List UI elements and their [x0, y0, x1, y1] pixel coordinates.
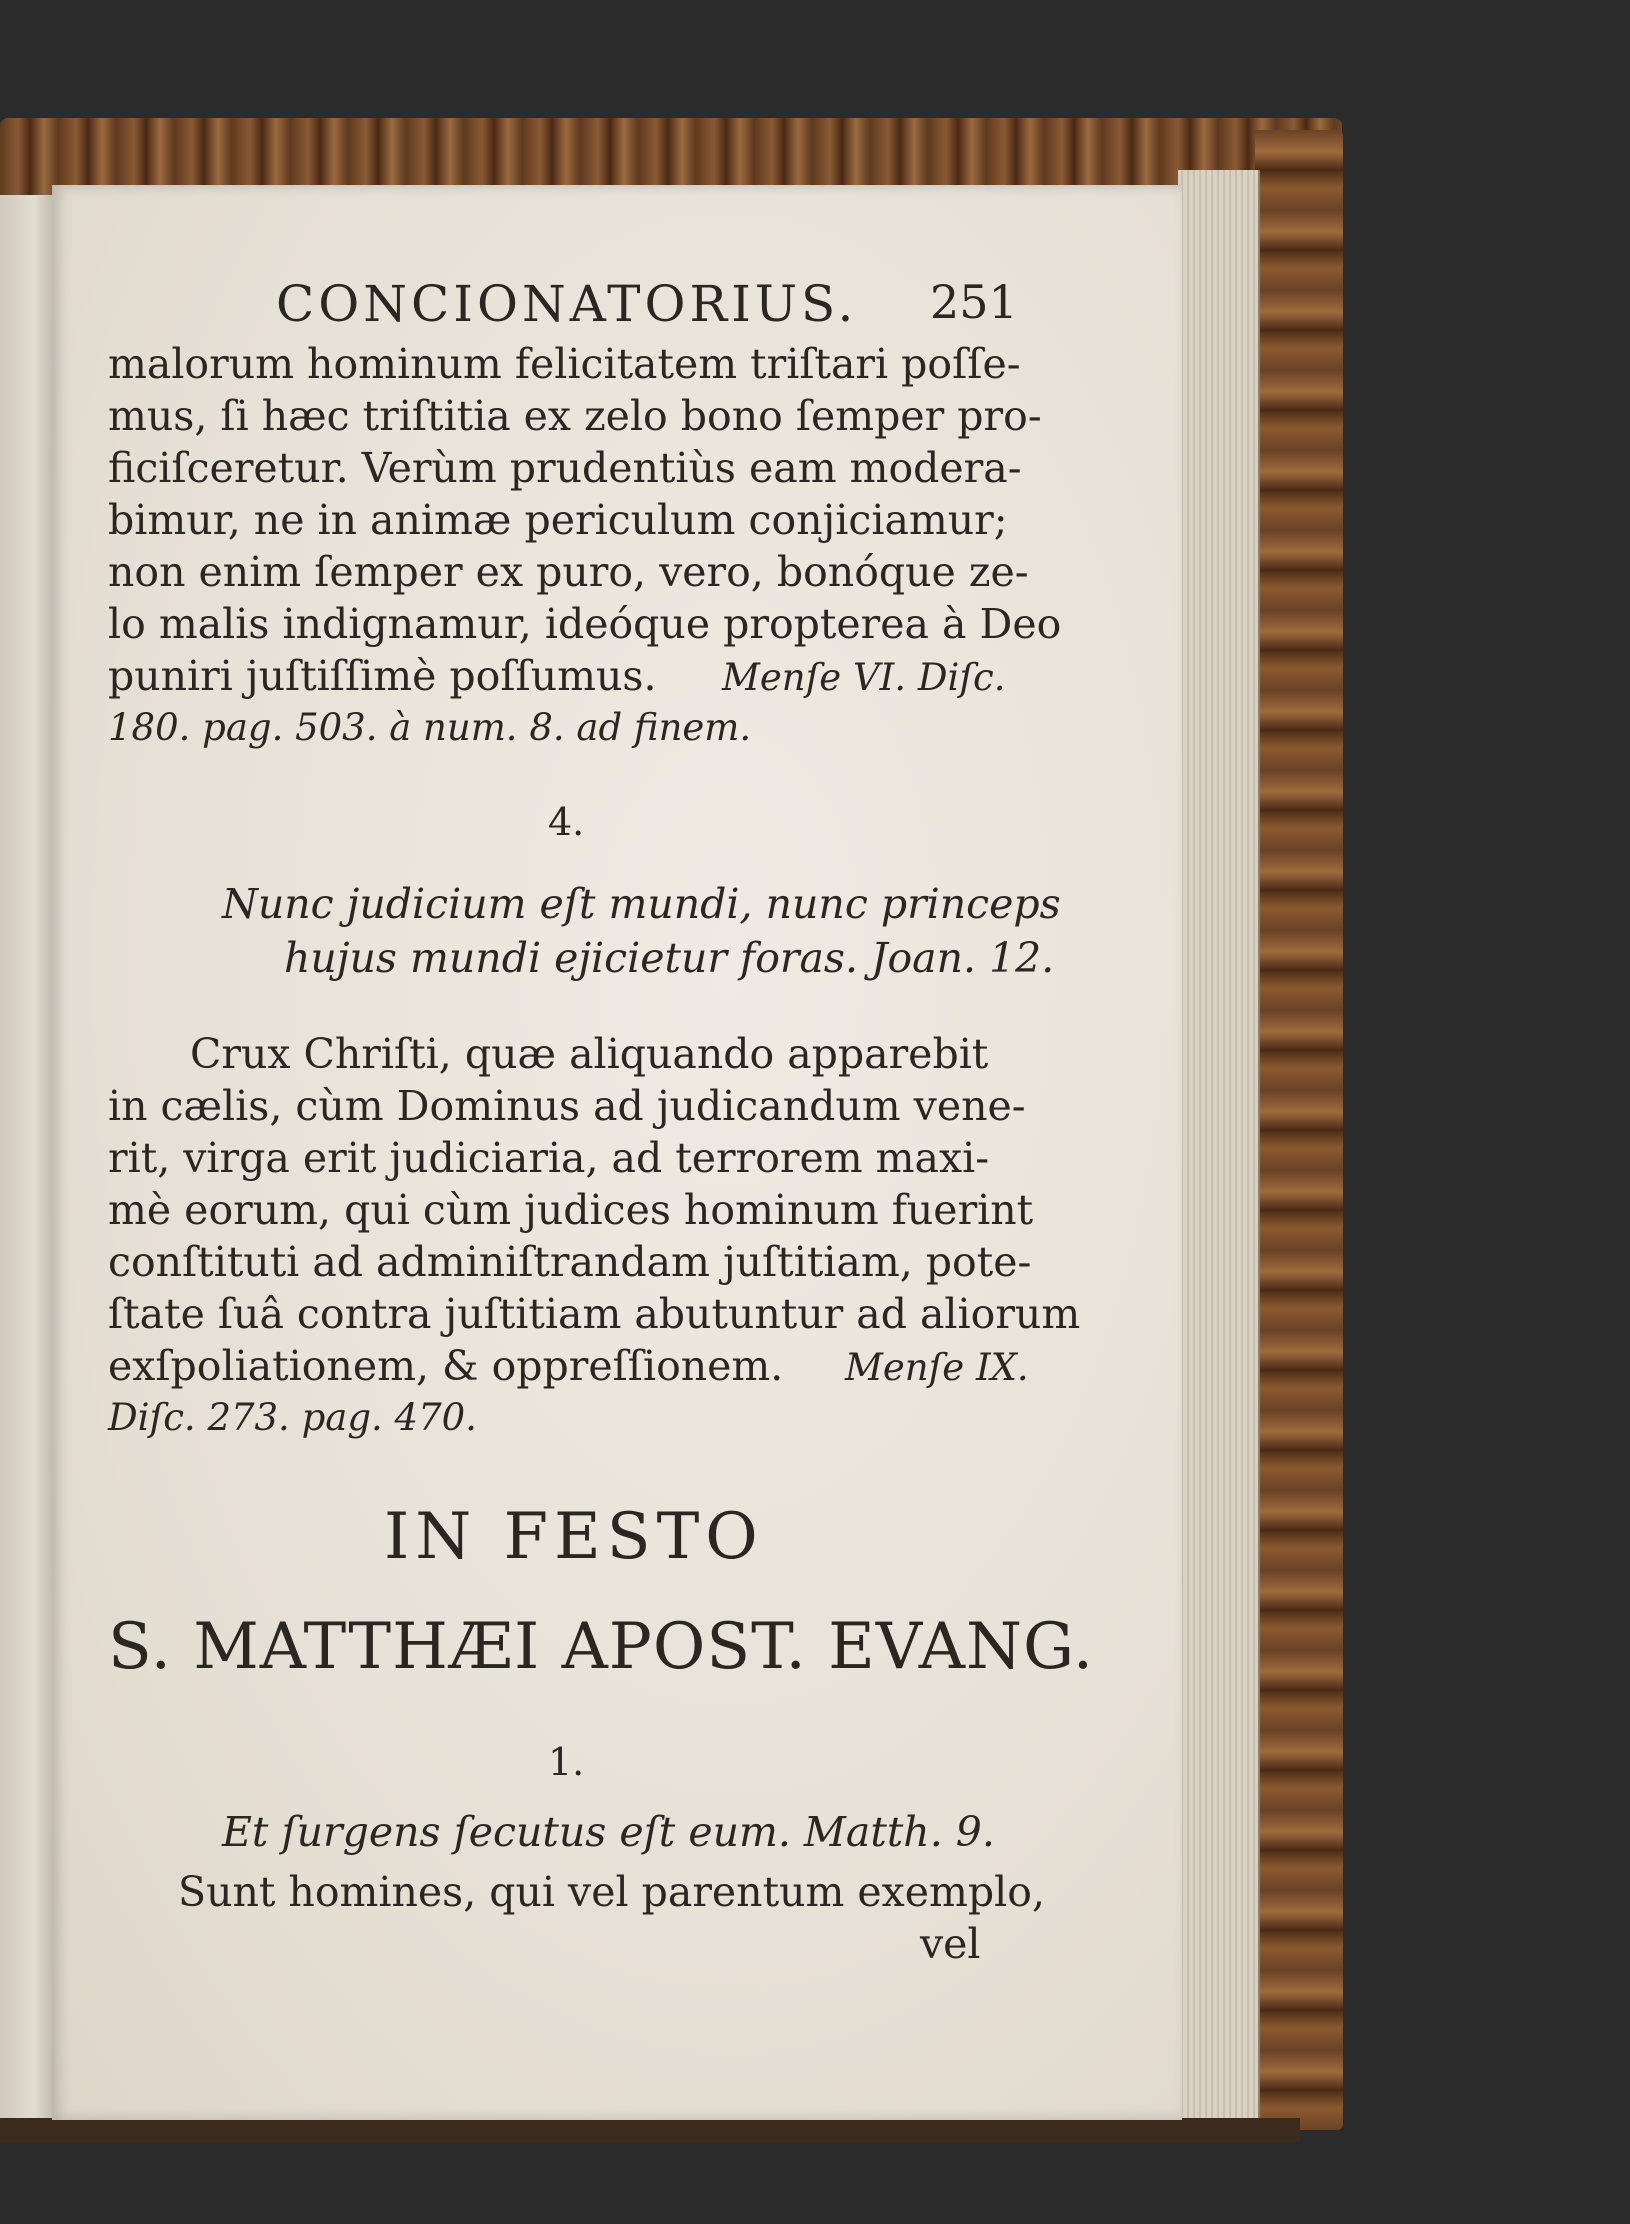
text-line: Crux Chriſti, quæ aliquando apparebit	[190, 1030, 989, 1078]
text-line: exſpoliationem, & oppreſſionem.	[108, 1342, 784, 1390]
text-line: non enim ſemper ex puro, vero, bonóque ze-	[108, 548, 1029, 596]
text-line: bimur, ne in animæ periculum conjiciamur;	[108, 496, 1008, 544]
text-line: in cælis, cùm Dominus ad judicandum vene-	[108, 1082, 1026, 1130]
book-cover-edge	[1255, 130, 1343, 2130]
text-line: conſtituti ad adminiſtrandam juſtitiam, pote-	[108, 1238, 1032, 1286]
running-header: CONCIONATORIUS.	[276, 275, 858, 333]
feast-heading: IN FESTO	[384, 1500, 764, 1574]
feast-subheading: S. MATTHÆI APOST. EVANG.	[108, 1610, 1095, 1684]
text-line: rit, virga erit judiciaria, ad terrorem maxi-	[108, 1134, 990, 1182]
text-line: ficiſceretur. Verùm prudentiùs eam modera-	[108, 444, 1022, 492]
text-line: ſtate ſuâ contra juſtitiam abutuntur ad aliorum	[108, 1290, 1081, 1338]
section-number: 1.	[548, 1740, 585, 1784]
section-number: 4.	[548, 800, 585, 844]
text-line: puniri juſtiſſimè poſſumus.	[108, 652, 657, 700]
page-stack-edges	[1178, 170, 1260, 2130]
reference: 180. pag. 503. à num. 8. ad finem.	[108, 706, 752, 749]
reference: Menſe VI. Diſc.	[722, 656, 1006, 699]
text-line: Sunt homines, qui vel parentum exemplo,	[178, 1868, 1045, 1916]
text-line: lo malis indignamur, ideóque propterea à Deo	[108, 600, 1062, 648]
book-bottom-edge	[0, 2118, 1300, 2142]
text-line: malorum hominum felicitatem triſtari poſſe-	[108, 340, 1021, 388]
scripture-quote: hujus mundi ejicietur foras. Joan. 12.	[284, 934, 1055, 982]
reference: Menſe IX.	[845, 1346, 1029, 1389]
text-line: mus, ſi hæc triſtitia ex zelo bono ſemper pro-	[108, 392, 1042, 440]
left-page	[0, 195, 58, 2120]
text-line: mè eorum, qui cùm judices hominum fuerint	[108, 1186, 1034, 1234]
page-number: 251	[930, 275, 1018, 329]
scripture-quote: Et ſurgens ſecutus eſt eum. Matth. 9.	[222, 1808, 995, 1856]
catchword: vel	[920, 1920, 981, 1968]
scripture-quote: Nunc judicium eſt mundi, nunc princeps	[222, 880, 1061, 928]
reference: Diſc. 273. pag. 470.	[108, 1396, 477, 1439]
